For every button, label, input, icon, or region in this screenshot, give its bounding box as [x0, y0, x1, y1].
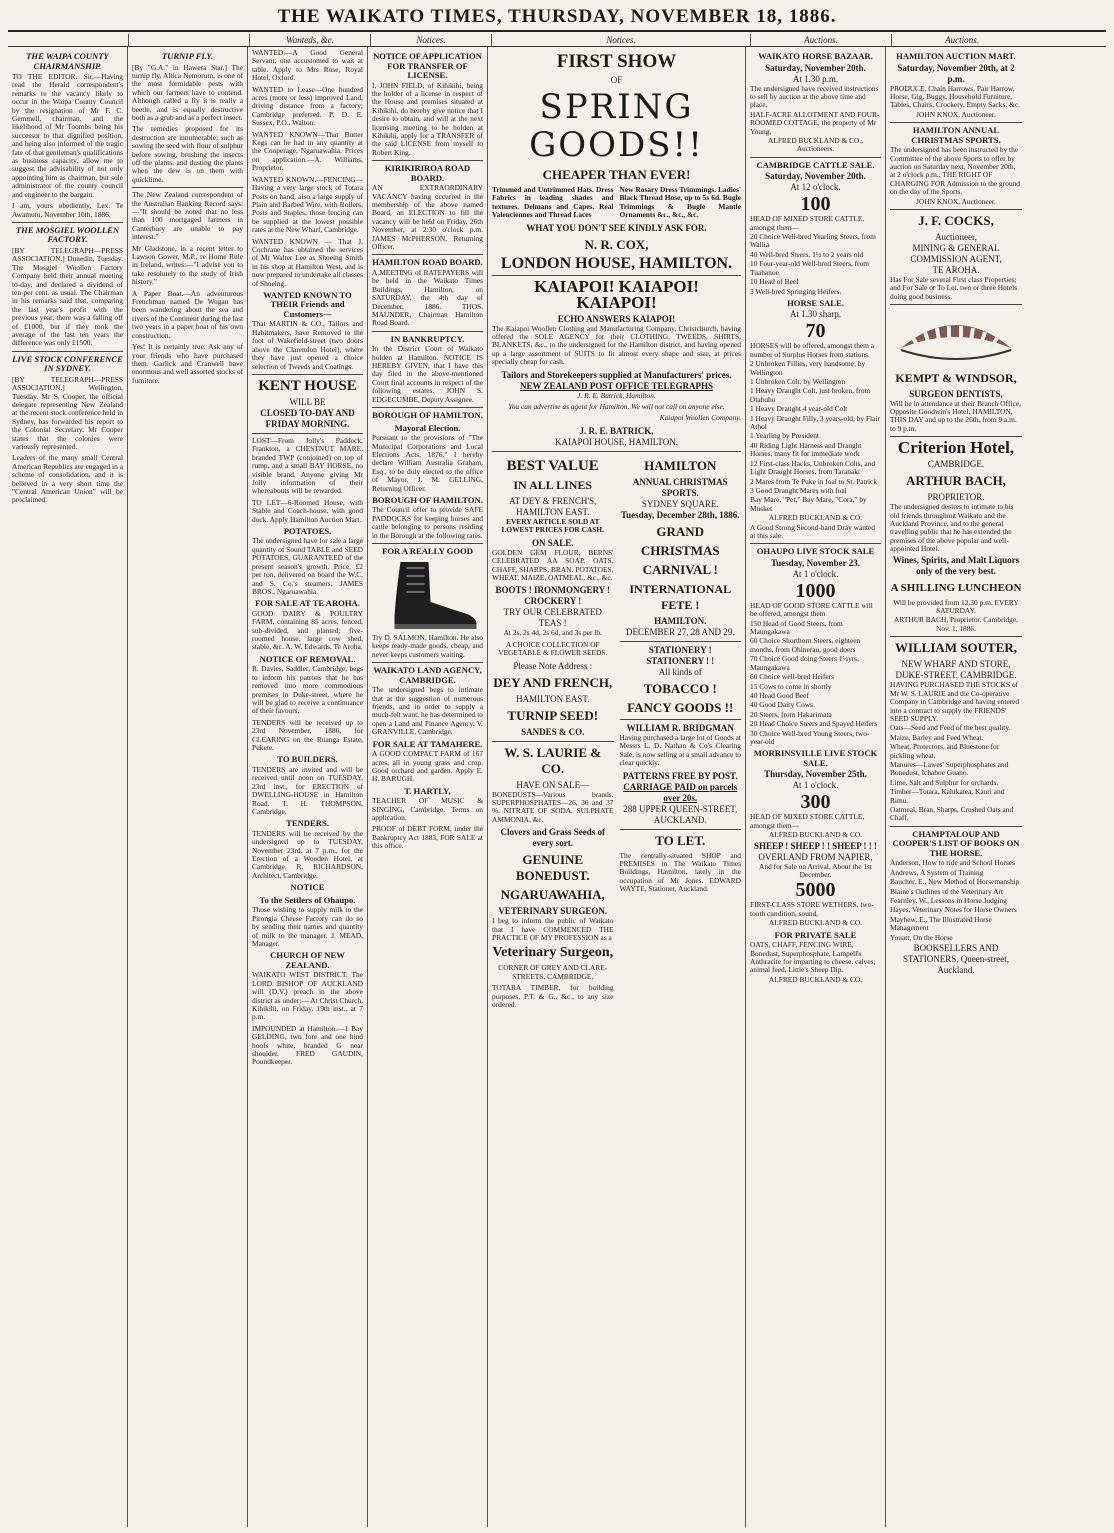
column-wanteds: [248, 47, 368, 1527]
column-notices-wide: [488, 47, 746, 1527]
hotel-text: The undersigned desires to intimate to his old friends throughout Waikato and the Auckland Province, and to the general travelling public that he has extended the premises of the above popular and well-appointed Hotel.: [890, 502, 1014, 554]
cocks-auctioneer: Auctioneer,: [935, 231, 977, 242]
auction-time: At 1 o'clock.: [792, 780, 839, 791]
auction-heading: OHAUPO LIVE STOCK SALE: [756, 546, 875, 557]
auctioneer-signature: ALFRED BUCKLAND & CO., Auctioneers.: [767, 135, 864, 154]
column-head-2: [129, 34, 250, 46]
notice-text: A MEETING of RATEPAYERS will be held in the Waikato Times Buildings, Hamilton, on SATURDAY, the 4th day of December, 1886. THOS. MAUNDER, Chairman Hamilton Road Board.: [372, 267, 483, 328]
echo-heading: ECHO ANSWERS KAIAPOI!: [557, 313, 676, 324]
notice-heading: BOROUGH OF HAMILTON.: [372, 410, 483, 421]
sale-arrival-text: And for Sale on Arrival, About the 1st December.: [759, 861, 872, 879]
lot-item: 40 Good Dairy Cows: [750, 700, 814, 710]
tobacco-heading: TOBACCO !: [643, 680, 717, 696]
divider: [890, 209, 1022, 210]
auction-text: PRODUCE, Chain Harrows, Pair Harrow, Horse, Gig, Buggy, Household Furniture, Tables, Chairs, Crockery, Empty Sacks, &c.: [890, 83, 1020, 110]
to-let-text: The centrally-situated SHOP and PREMISES in The Waikato Times Buildings, Hamilton, lately in the occupation of Mr Jones. EDWARD WAYTE, Stationer, Auckland.: [619, 850, 741, 894]
lot-count: 300: [800, 791, 831, 814]
christmas-heading: CHRISTMAS: [640, 542, 720, 558]
lot-item: 3 Good Draught Mares with foal: [750, 485, 847, 495]
divider: [252, 374, 363, 375]
spring-goods-lists: [492, 186, 741, 223]
column-auctions: [746, 47, 886, 1527]
proprietor-line: PROPRIETOR.: [927, 492, 985, 503]
column-1: [8, 47, 128, 1527]
fete-hamilton: HAMILTON.: [654, 615, 707, 626]
grand-heading: GRAND: [656, 523, 705, 539]
notice-text: The Council offer to provide SAFE PADDOCKS for keeping horses and cattle belonging to persons residing in the Borough at the following rates.: [372, 505, 483, 540]
lot-item: 1 Yearling by President: [750, 431, 819, 441]
column-head-notices: Notices.: [371, 34, 492, 46]
tailors-line: Tailors and Storekeepers supplied at Manufacturers' prices.: [501, 369, 732, 380]
ad-text: R. Davies, Saddler, Cambridge, begs to inform his patrons that he has removed into more commodious premises in Duke-street, where he will be glad to receive a continuance of their favours.: [252, 664, 363, 716]
article-text: Leaders of the many small Central American Republics are engaged in a scheme of consolidation, and it is believed in a very short time the "Central American Union" will be proclaimed.: [12, 453, 123, 505]
article-heading: LIVE STOCK CONFERENCE IN SYDNEY.: [12, 353, 123, 374]
ad-text: LOST—From Jolly's Paddock, Frankton, a CHESTNUT MARE, branded TWP (conjoined) on top of rump, and a small BAY HORSE, no visible brand. Anyone giving Mr Jolly information of their whereabouts will be rewarded.: [252, 435, 363, 496]
telegraph-heading: NEW ZEALAND POST OFFICE TELEGRAPHS: [519, 380, 714, 391]
auction-date: Thursday, November 25th.: [764, 769, 867, 780]
souter-name: WILLIAM SOUTER,: [894, 640, 1018, 656]
lot-count: 100: [800, 193, 831, 216]
notice-heading: FOR A REALLY GOOD: [382, 546, 473, 557]
lower-ads: [492, 455, 741, 1013]
ad-heading: FOR SALE AT TE AROHA.: [255, 598, 360, 609]
ad-subheading: To the Settlers of Ohaupo.: [259, 894, 356, 905]
sports-heading: ANNUAL CHRISTMAS SPORTS.: [632, 476, 728, 498]
lot-item: 1 Unbroken Colt, by Wellington: [750, 377, 846, 387]
auction-text: A Good Strong Second-hand Dray wanted at this sale.: [750, 522, 876, 540]
column-notices: [368, 47, 488, 1527]
criterion-heading: Criterion Hotel,: [897, 438, 1015, 458]
divider: [372, 254, 483, 255]
lot-item: 12 First-class Hacks, Unbroken Colts, and Light Draught Horses, from Taranaki: [750, 458, 876, 477]
ad-text: IMPOUNDED at Hamilton.—1 Bay GELDING, two fore and one hind hoofs white, branded G near shoulder. FRED GAUDIN, Poundkeeper.: [252, 1023, 363, 1067]
article-text: [BY TELEGRAPH—PRESS ASSOCIATION.] Wellington, Tuesday. Mr S. Cooper, the official delegate representing New Zealand at the recent stock conference held in Sydney, has forwarded his report to the Colonial Secretary. Mr Cooper states that the colonies were variously represented.: [12, 374, 123, 452]
seeds-line: A CHOICE COLLECTION OF VEGETABLE & FLOWER SEEDS.: [498, 639, 608, 658]
divider: [132, 187, 243, 188]
notice-text: I, JOHN FIELD, of Kihikihi, being the holder of a license in respect of the House and premises situated at Kihikihi, do hereby give notice that I desire to obtain, and will at the next licensing meeting to be holden at Kihikihi, apply for a TRANSFER of the said LICENSE from myself to Robert King.: [372, 80, 483, 157]
souter-text: HAVING PURCHASED THE STOCKS of Mr W. S. LAURIE and the Co-operative Company in Cambridge and having entered into a contract to supply the FRIENDS' SEED SUPPLY.: [890, 680, 1020, 723]
lot-item: 1 Heavy Draught Colt, just broken, from Otahuhu: [750, 386, 871, 404]
lot-item: 150 Head of Good Steers, from Maungakawa: [750, 618, 843, 637]
lot-text: HEAD OF MIXED STORE CATTLE, amongst them—: [750, 812, 865, 830]
ad-text: TENDERS are invited and will be received until noon on TUESDAY, 23rd inst., for ERECTION of DWELLING-HOUSE in Hamilton Road. T. H. THOMPSON, Cambridge.: [252, 764, 363, 816]
lot-count: 70: [805, 320, 826, 343]
dey-french-ad: [492, 455, 614, 1013]
every-article-line: EVERY ARTICLE SOLD AT LOWEST PRICES FOR CASH.: [501, 516, 605, 535]
batrick-name: J. R. E. BATRICK,: [579, 425, 654, 436]
lot-item: 10 Four-year-old Well-bred Steers, from Tuahanoe: [750, 259, 870, 277]
ad-heading: TO BUILDERS.: [277, 754, 338, 765]
column-head-auctions: Auctions.: [751, 34, 892, 46]
auctioneer-signature: ALFRED BUCKLAND & CO.: [768, 830, 863, 840]
kaiapoi-heading: KAIAPOI! KAIAPOI! KAIAPOI!: [534, 276, 699, 312]
all-kinds-line: All kinds of: [658, 666, 702, 677]
fete-dates: DECEMBER 27, 28 AND 29.: [625, 626, 735, 637]
fancy-goods-heading: FANCY GOODS !!: [627, 699, 734, 715]
divider: [372, 407, 483, 408]
carnival-heading: CARNIVAL !: [642, 561, 718, 577]
column-2: [128, 47, 248, 1527]
notice-heading: BOROUGH OF HAMILTON.: [372, 494, 483, 505]
auctioneer-signature: ALFRED BUCKLAND & CO.: [768, 513, 863, 523]
lot-item: 2 Unbroken Fillies, very handsome, by Wellington: [750, 359, 866, 377]
spring-goods-right: New Rosary Dress Trimmings. Ladies' Black Thread Hose, up to 5s 6d. Bugle Trimmings & Bugle Mantle Ornaments &c., &c., &c.: [619, 185, 741, 220]
auction-heading: WAIKATO HORSE BAZAAR.: [758, 51, 873, 61]
article-text: TO THE EDITOR. Sir,—Having read the Herald correspondent's remarks re the vacancy likely to occur in the Waipa County Council by the resignation of Mr F. C. Gemmell, chairman, and the likelihood of Mr Toombs being his successor to that dignified position, and being also informed of the tragic fate of that gentleman's qualifications as business capacity, allow me to suggest the advisability of not only appointing him as chairman, but sole administrator of the county council and engineer to the bargain.: [12, 72, 123, 199]
auction-text: The undersigned have received instructions to sell by auction at the above time and place,: [750, 83, 879, 110]
laurie-text: BONEDUSTS—Various brands. SUPERPHOSPHATES—26, 36 and 37 %. NITRATE OF SODA. SULPHATE AMMONIA, &c.: [492, 789, 614, 824]
london-house-heading: LONDON HOUSE, HAMILTON.: [500, 254, 733, 272]
lot-item: 15 Cows to come in shortly: [750, 681, 832, 691]
hotel-signature: ARTHUR BACH, Proprietor. Cambridge, Nov. 1, 1886.: [894, 615, 1018, 633]
on-sale-heading: ON SALE.: [531, 537, 574, 548]
column-head-wanteds: Wanteds, &c.: [250, 34, 371, 46]
vet-text: I beg to inform the public of Waikato that I have COMMENCED THE PRACTICE OF MY PROFESSION as a: [492, 916, 614, 942]
notice-heading: WAIKATO LAND AGENCY, CAMBRIDGE.: [373, 665, 482, 685]
book-item: Fearnley, W., Lessons in Horse Judging: [890, 895, 1007, 905]
arthur-bach-name: ARTHUR BACH,: [906, 473, 1006, 489]
divider: [890, 826, 1022, 827]
ad-text: WAIKATO WEST DISTRICT. The LORD BISHOP OF AUCKLAND will (D.V.) preach in the above district as under:— At Christ Church, Kihikihi, on Friday, 19th inst., at 7 p.m.: [252, 970, 363, 1022]
cambridge-line: CAMBRIDGE.: [927, 459, 985, 470]
lot-item: 3 Well-bred Springing Heifers.: [750, 286, 842, 296]
divider: [890, 122, 1022, 123]
sports-date: Tuesday, December 28th, 1886.: [620, 509, 740, 520]
booksellers-footer: BOOKSELLERS AND STATIONERS, Queen-street, Auckland.: [902, 942, 1009, 975]
lot-text: HEAD OF MIXED STORE CATTLE, amongst them—: [750, 214, 865, 232]
goods-item: Timber—Totara, Kahikatea, Kauri and Rimu.: [890, 787, 1005, 805]
best-value-heading: BEST VALUE: [506, 457, 599, 474]
ad-heading: POTATOES.: [283, 525, 332, 536]
lot-text: HORSES will be offered, amongst them a number of Surplus Horses from stations.: [750, 341, 875, 359]
ad-text: TO LET—6-Roomed House, with Stable and Coach-house, with good dock. Apply Hamilton Auction Mart.: [252, 497, 363, 524]
cox-heading: N. R. COX,: [584, 236, 649, 252]
goods-item: Maize, Barley and Feed Wheat.: [890, 732, 984, 742]
divider: [12, 222, 123, 223]
boot-illustration: [372, 558, 483, 632]
book-item: Anderson, How to ride and School Horses: [890, 858, 1016, 868]
column-head-1: [8, 34, 129, 46]
wanted-ad: WANTED.—A Good General Servant, one accustomed to wait at table. Apply to Mrs Rose, Royal Hotel, Oxford.: [252, 48, 363, 83]
divider: [890, 636, 1022, 637]
notice-text: Try D. SALMON, Hamilton. He also keeps ready-made goods, cheap, and never keeps customers waiting.: [372, 632, 483, 659]
luncheon-text: Will be provided from 12.30 p.m. EVERY SATURDAY.: [893, 597, 1019, 616]
lot-item: 20 Choice Well-bred Yearling Steers, from Wallia: [750, 232, 876, 250]
bridgman-text: Having purchased a large lot of Goods at Messrs L. D. Nathan & Co's Clearing Sale, is now selling at a small advance to clear quickly.: [619, 732, 741, 768]
auction-heading: MORRINSVILLE LIVE STOCK SALE.: [753, 748, 878, 768]
divider: [750, 157, 881, 158]
wanted-ad: WANTED to Lease—One hundred acres (more or less) improved Land, driving distance from a factory; Cambridge preferred. P. D. E. Sussex, P.O., Walton.: [252, 84, 363, 128]
wanted-ad: WANTED KNOWN — That J. Cochrane has obtained the services of Mr Walter Lee as Shoeing Smith in his shop at Hamilton West, and is now prepared to undertake all classes of Shoeing.: [252, 236, 363, 288]
telegraph-message: You can advertise as agent for Hamilton. We will not call on anyone else.: [508, 402, 725, 412]
lot-item: 40 Well-bred Steers, 1½ to 2 years old: [750, 249, 864, 259]
totara-text: TOTARA TIMBER, for building purposes, P.T. & G., &c., to any size ordered.: [492, 983, 614, 1009]
wharf-line: NEW WHARF AND STORE, DUKE-STREET, CAMBRIDGE.: [895, 659, 1017, 681]
divider: [620, 641, 742, 642]
divider: [12, 351, 123, 352]
lot-item: 60 Choice Shorthorn Steers, eighteen months, from Ohinerau, good doers: [750, 636, 861, 654]
wanted-ad: WANTED KNOWN—That Butter Kegs can be had in any quantity at the Cooperage, Ngaruawahia. Prices on application.—A. Williams, Proprietor.: [252, 129, 363, 173]
lot-item: 20 Steers, from Hakarimata: [750, 709, 832, 719]
divider: [372, 543, 483, 544]
lot-item: 2 Mares from Te Puke in foal to St. Patrick: [750, 476, 878, 486]
kent-house-will: WILL BE: [289, 396, 326, 407]
notice-text: The undersigned begs to intimate that at the suggestion of numerous friends, and in order to supply a much-felt want, he has determined to open a Land and Finance Agency. V. GRANVILLE, Cambridge.: [372, 685, 483, 737]
lot-item: Bay Mare, "Pet," Bay Mare, "Cora," by Musket: [750, 495, 867, 513]
column-head-notices-2: Notices.: [492, 34, 751, 46]
telegraph-signature: Kaiapoi Woollen Company.: [659, 413, 741, 423]
article-signature: I am, yours obediently, Lex. Te Awamutu, November 16th, 1886.: [12, 201, 123, 219]
article-text: Mr Gladstone, in a recent letter to Lawson Gower, M.P., re Home Rule in Ireland, writes:—"I advise you to take resolutely to the study of Irish history.": [132, 243, 243, 287]
ad-heading: CHURCH OF NEW ZEALAND.: [270, 950, 345, 970]
laurie-on-sale: HAVE ON SALE—: [516, 779, 590, 790]
lot-count: 1000: [795, 579, 836, 602]
notice-heading: IN BANKRUPTCY.: [390, 333, 465, 344]
auction-text: HALF-ACRE ALLOTMENT AND FOUR-ROOMED COTTAGE, the property of Mr Young.: [750, 109, 880, 136]
auction-text: The undersigned has been instructed by the Committee of the above Sports to offer by auction on Saturday next, November 20th, at 2 o'clock p.m., THE RIGHT OF CHARGING FOR Admission to the ground on the day of the Sports.: [890, 145, 1020, 197]
wanted-ad: WANTED KNOWN.—FENCING—Having a very large stock of Totara Posts on hand, also a large supply of Plain and Barbed Wire, with Rollers, Posts and Staples, those fencing can be supplied at the lowest possible rates at the New Wharf, Cambridge.: [252, 174, 363, 235]
dentist-text: Will be in attendance at their Branch Office, Opposite Goodwin's Hotel, HAMILTON, THIS DAY and up to the 26th, from 9 a.m. to 9 p.m.: [890, 398, 1021, 433]
to-let-heading: TO LET.: [655, 832, 706, 848]
kaiapoi-house: KAIAPOI HOUSE, HAMILTON,: [554, 436, 678, 447]
dey-french-line: AT DEY & FRENCH'S,: [509, 495, 597, 506]
first-show-heading: FIRST SHOW: [556, 51, 677, 72]
ad-heading: WANTED KNOWN TO THEIR Friends and Customers—: [263, 289, 352, 319]
notice-heading: HAMILTON ROAD BOARD.: [372, 257, 483, 268]
ad-text: The undersigned have for sale a large quantity of Sound TABLE and SEED POTATOES, GUARANTEED of the present season's growth. Price, £2 per ton, delivered on board the W.C. and S. Co.'s steamers. JAMES BROS., Ngaruawahia.: [252, 536, 363, 596]
ad-text: That MARTIN & CO., Tailors and Habitmakers, have Removed to the foot of Wakefield-street (two doors above the Clarendon Hotel), where they have just opened a choice selection of Tweeds and Coatings.: [252, 319, 363, 371]
auction-date: Tuesday, November 23.: [770, 557, 860, 568]
address-note: Please Note Address :: [513, 660, 593, 671]
ngaruawahia-heading: NGARUAWAHIA,: [500, 887, 605, 903]
article-heading: TURNIP FLY.: [161, 51, 214, 61]
cocks-text: Has For Sale several First class Properties; and For Sale or To Let, two or three Hotels doing good business.: [890, 274, 1018, 301]
sports-ad: [620, 455, 742, 1013]
goods-item: Oatmeal, Bran, Sharps, Crushed Oats and Chaff.: [890, 804, 1014, 823]
ad-text: GOOD DAIRY & POULTRY FARM, containing 85 acres, fenced, sub-divided, and planted; five-roomed house, large cow shed, stable, &c. A. W. Edwards, Te Aroha.: [252, 608, 363, 652]
all-lines-heading: IN ALL LINES: [513, 477, 593, 492]
auction-heading: FOR PRIVATE SALE: [774, 929, 857, 940]
auction-heading: HAMILTON ANNUAL CHRISTMAS SPORTS.: [911, 125, 1001, 145]
teas-line: TRY OUR CELEBRATED TEAS !: [503, 607, 602, 629]
auctioneer-signature: ALFRED BUCKLAND & CO.: [768, 918, 863, 928]
article-text: Yes! It is certainly true. Ask any of your friends who have purchased them. Garlick and Cranwell have enormous and well assorted stocks of furniture.: [132, 342, 243, 385]
goods-item: Wheat, Protectors, and Bluestone for pickling wheat.: [890, 742, 1000, 760]
auction-date: Saturday, November 20th, at 2 p.m.: [897, 62, 1015, 84]
ad-heading: NOTICE: [290, 882, 325, 893]
lot-item: 30 Choice Well-bred Young Steers, two-year-old: [750, 728, 870, 746]
lot-item: 20 Head Choice Steers and Spayed Heifers: [750, 719, 878, 729]
divider: [890, 304, 1022, 305]
divider: [750, 543, 881, 544]
books-heading: CHAMPTALOUP AND COOPER'S LIST OF BOOKS ON THE HORSE.: [892, 828, 1020, 858]
book-item: Blaine's Outlines of the Veterinary Art: [890, 886, 1004, 896]
kent-house-heading: KENT HOUSE: [258, 377, 357, 394]
masthead: THE WAIKATO TIMES, THURSDAY, NOVEMBER 18, 1886.: [8, 6, 1106, 32]
column-heads: [8, 34, 1106, 47]
notice-text: AN EXTRAORDINARY VACANCY having occurred in the membership of the above named Board, an ELECTION to fill the vacancy will be held on Friday, 26th November, at 2:30 o'clock p.m. JAMES McPHERSON, Returning Officer.: [372, 183, 483, 251]
ad-text: Those wishing to supply milk to the Pirongia Cheese Factory can do so by sending their names and quantity of milk to the manager. J. MEAD, Manager.: [252, 905, 363, 948]
wines-line: Wines, Spirits, and Malt Liquors only of the very best.: [892, 554, 1020, 576]
dey-french-name: DEY AND FRENCH,: [493, 674, 613, 690]
article-heading: THE WAIPA COUNTY CHAIRMANSHIP.: [26, 51, 109, 71]
te-aroha-line: TE AROHA.: [932, 264, 980, 275]
auction-time: At 1.30 p.m.: [792, 73, 839, 84]
article-heading: THE MOSGIEL WOOLLEN FACTORY.: [15, 224, 120, 245]
divider: [620, 719, 742, 720]
ad-heading: NOTICE OF REMOVAL.: [259, 653, 356, 664]
patterns-line: PATTERNS FREE BY POST.: [622, 770, 738, 781]
goods-item: Lime, Salt and Sulphur for orchards.: [890, 777, 999, 787]
lot-item: 1 Heavy Draught 4 year-old Colt: [750, 404, 848, 414]
notice-text: In the District Court of Waikato holden at Hamilton. NOTICE IS HEREBY GIVEN, that I have this day filed in the above-mentioned Court final accounts in respect of the following estates. JOHN S. EDGECUMBE, Deputy Assignee.: [372, 344, 483, 404]
lot-item: 1 Heavy Draught Filly, 3 years-old, by Flair Athol: [750, 413, 880, 432]
divider: [372, 331, 483, 332]
auction-heading: HAMILTON AUCTION MART.: [896, 51, 1016, 61]
carriage-line: CARRIAGE PAID on parcels over 20s.: [623, 781, 738, 803]
lot-item: 70 Choice Good doing Steers 1½yrs, Maungakawa: [750, 654, 860, 672]
auction-heading: HORSE SALE.: [787, 297, 844, 308]
auction-time: At 12 o'clock.: [790, 182, 841, 193]
auction-time: At 1.30 sharp.: [790, 309, 841, 320]
divider: [492, 275, 741, 276]
notice-heading: NOTICE OF APPLICATION FOR TRANSFER OF LICENSE.: [373, 51, 482, 80]
article-text: [BY TELEGRAPH—PRESS ASSOCIATION.] Dunedin, Tuesday. The Mosgiel Woollen Factory Company held their annual meeting to-day, and declared a dividend of ten per cent. as usual. The Chairman in his remarks said that, comparing the last year's profit with the previous year, there was a falling off of £1000, but if they took the average of the last ten years the difference was only £1500.: [12, 245, 123, 348]
auction-heading: CAMBRIDGE CATTLE SALE.: [756, 159, 875, 170]
vet-address: CORNER OF GREY AND CLARE-STREETS, CAMBRIDGE.: [498, 963, 608, 981]
turnip-seed-heading: TURNIP SEED!: [507, 707, 599, 723]
divider: [492, 741, 614, 742]
hamilton-east-line: HAMILTON EAST.: [516, 506, 590, 517]
queen-street-line: 288 UPPER QUEEN-STREET, AUCKLAND.: [623, 803, 738, 825]
book-item: Baucher, E., New Method of Horsemanship: [890, 877, 1020, 887]
notice-text: TEACHER OF MUSIC & SINGING, Cambridge. Terms on application.: [372, 796, 483, 823]
column-auctions-2: [886, 47, 1026, 1527]
goods-item: Oats—Seed and Feed of the best quality.: [890, 723, 1011, 733]
notice-subheading: Mayoral Election.: [394, 422, 461, 433]
genuine-bonedust-heading: GENUINE BONEDUST.: [515, 852, 590, 884]
hamilton-east-line-2: HAMILTON EAST.: [516, 693, 590, 704]
lot-text: FIRST-CLASS STORE WETHERS, two-tooth condition, sound.: [750, 900, 874, 918]
book-item: Andrews, A System of Training: [890, 867, 984, 877]
cocks-name: J. F. COCKS,: [918, 212, 994, 228]
article-text: [By "G.A." in Hawera Star.] The turnip fly, Altica Nemorum, is one of the most formidable pests with which our farmers have to contend. Although called a fly it is really a beetle, and is equally destructive both as a grub and as a perfect insect.: [132, 62, 243, 122]
first-show-of: OF: [610, 75, 623, 85]
vet-heading: VETERINARY SURGEON.: [498, 906, 608, 917]
luncheon-heading: A SHILLING LUNCHEON: [890, 581, 1022, 594]
lot-item: 60 Choice well-bred Heifers: [750, 672, 834, 682]
boots-line: BOOTS ! IRONMONGERY ! CROCKERY !: [495, 585, 611, 607]
lot-item: 40 Riding Light Harness and Draught Horses, many fit for immediate work: [750, 440, 862, 459]
lot-item: 10 Head of Beef: [750, 277, 799, 287]
article-text: A Paper Boat.—An adventurous Frenchman named De Wogan has been wandering about the sea and rivers of the Continent during the last two years in a paper boat of his own construction.: [132, 288, 243, 340]
notice-heading: FOR SALE AT TAMAHERE.: [372, 738, 483, 749]
ask-for-line: WHAT YOU DON'T SEE KINDLY ASK FOR.: [526, 222, 707, 233]
ad-text: TENDERS will be received by the undersigned up to TUESDAY, November 23rd, at 7 p.m., for the Erection of a Wooden Hotel, at Cambridge. R. RICHARDSON, Architect, Cambridge.: [252, 828, 363, 880]
lot-count: 5000: [795, 879, 836, 902]
hamilton-heading: HAMILTON: [644, 457, 717, 473]
laurie-name: W. S. LAURIE & CO.: [504, 744, 602, 776]
surgeon-dentists-line: SURGEON DENTISTS,: [909, 388, 1003, 399]
spring-goods-left: Trimmed and Untrimmed Hats. Dress Fabrics in leading shades and textures. Delmans and Capes. Real Valenciennes and Thread Laces: [492, 185, 614, 220]
divider: [372, 160, 483, 161]
book-item: Youatt, On the Horse: [890, 932, 953, 942]
book-item: Hayes, Veterinary Notes for Horse Owners: [890, 905, 1017, 915]
divider: [492, 451, 741, 452]
ad-heading: TENDERS.: [286, 818, 329, 829]
sandes-name: SANDES & CO.: [521, 726, 585, 737]
notice-text: A GOOD COMPACT FARM of 167 acres, all in young grass and crop. Good orchard and garden. Apply E. H. BARUGH.: [372, 749, 483, 784]
goods-item: Manures—Lawes' Superphosphates and Bonedust, Ichaboe Guano.: [890, 759, 1009, 778]
notice-text: PROOF of DEBT FORM, under the Bankruptcy Act 1883, FOR SALE at this office.: [372, 824, 483, 851]
auctioneer-signature: ALFRED BUCKLAND & CO.: [768, 974, 863, 984]
sheep-heading: SHEEP ! SHEEP ! ! SHEEP ! ! !: [753, 840, 878, 851]
clover-line: Clovers and Grass Seeds of every sort.: [500, 827, 605, 849]
lot-item: 40 Head Good Beef: [750, 690, 809, 700]
column-head-auctions-2: Auctions.: [945, 35, 979, 45]
auctioneer-signature: JOHN KNOX, Auctioneer.: [916, 109, 996, 119]
divider: [620, 829, 742, 830]
spring-goods-heading: SPRING GOODS!!: [529, 87, 704, 165]
denture-illustration: [890, 308, 1022, 364]
notice-heading: T. HARTLY,: [404, 785, 451, 796]
cheaper-heading: CHEAPER THAN EVER!: [542, 167, 691, 182]
overland-heading: OVERLAND FROM NAPIER,: [758, 851, 873, 862]
auction-time: At 1 o'clock.: [792, 568, 839, 579]
kent-house-closed: CLOSED TO-DAY AND FRIDAY MORNING.: [260, 407, 355, 429]
mining-agent-line: MINING & GENERAL COMMISSION AGENT,: [910, 242, 1002, 264]
vet-big-heading: Veterinary Surgeon,: [492, 945, 614, 961]
ad-text: TENDERS will be received up to 23rd November, 1886, for CLEARING on the Ruanga Estate, Pukete.: [252, 717, 363, 752]
divider: [372, 662, 483, 663]
auction-text: OATS, CHAFF, FENCING WIRE, Bonedust, Superphosphate, Lampell's Anthracite for imparting to cheese, calves; animal feed, Little's Sheep Dip.: [750, 940, 876, 975]
stationery-heading: STATIONERY ! STATIONERY ! !: [646, 644, 715, 666]
auction-date: Saturday, November 20th.: [765, 62, 866, 73]
auctioneer-signature: JOHN KNOX, Auctioneer.: [916, 196, 996, 206]
book-item: Mayhew, E., The Illustrated Horse Management: [890, 914, 992, 933]
article-text: The remedies proposed for its destruction are innumerable; such as sowing the seed with flour of sulphur before sowing, brushing the insects off the plants, and dusting the plants when the dew is on them with quicklime.: [132, 124, 243, 184]
sydney-square: SYDNEY SQUARE.: [641, 498, 719, 509]
telegraph-addressee: J. R. E. Batrick, Hamilton.: [577, 390, 656, 400]
teas-prices: At 2s, 2s 4d, 2s 6d, and 3s per lb.: [503, 628, 602, 638]
kaiapoi-text: The Kaiapoi Woollen Clothing and Manufacturing Company, Christchurch, having offered the SOLE AGENCY for their CLOTHING, TWEEDS, SHIRTS, BLANKETS, &c., to the undersigned for the Hamilton district, and having opened up a large assortment of SUITS to fit almost every shape and size, at prices specially cheap for cash.: [492, 323, 741, 367]
article-text: The New Zealand correspondent of the Australian Banking Record says:—"It should be noted that no less than 100 mortgaged farmers in Canterbury are unable to pay interest.": [132, 190, 243, 242]
kempt-windsor-heading: KEMPT & WINDSOR,: [895, 370, 1017, 385]
notice-text: Pursuant to the provisions of "The Municipal Corporations and Local Elections Acts, 1876," I hereby declare William Australia Graham, Esq., to be duly elected to the office of Mayor. J. M. GELLING, Returning Officer.: [372, 433, 483, 493]
lot-text: HEAD OF GOOD STORE CATTLE will be offered, amongst them: [750, 600, 873, 619]
notice-heading: KIRIKIRIROA ROAD BOARD.: [384, 163, 471, 183]
bridgman-name: WILLIAM R. BRIDGMAN: [626, 722, 734, 733]
divider: [252, 433, 363, 434]
on-sale-text: GOLDEN GEM FLOUR, BERNS' CELEBRATED AA SOAP, OATS, CHAFF, SHARPS, BRAN, POTATOES, WHEAT, MAIZE, OATMEAL, &c., &c.: [492, 547, 614, 582]
fete-heading: INTERNATIONAL FETE !: [629, 581, 732, 612]
divider: [890, 436, 1022, 437]
auction-date: Saturday, November 20th.: [765, 171, 866, 182]
